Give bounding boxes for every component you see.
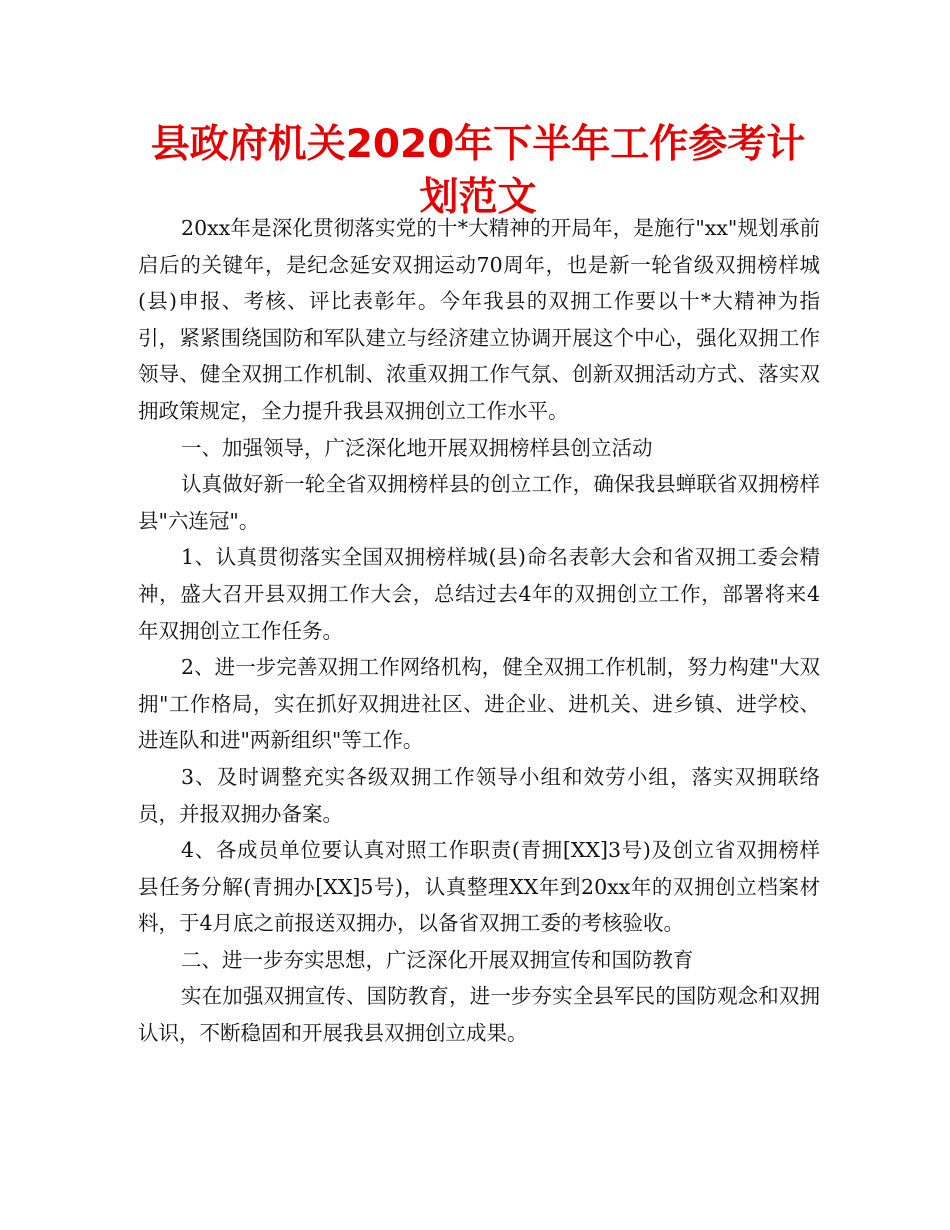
paragraph-section-1-intro: 认真做好新一轮全省双拥榜样县的创立工作，确保我县蝉联省双拥榜样县"六连冠"。 (138, 472, 820, 533)
section-heading-1: 一、加强领导，广泛深化地开展双拥榜样县创立活动 (181, 435, 653, 460)
list-item-4: 4、各成员单位要认真对照工作职责(青拥[XX]3号)及创立省双拥榜样县任务分解(青拥办[XX]5号)，认真整理XX年到20xx年的双拥创立档案材料，于4月底之前报送双拥办，以备省双拥工委的考核验收。 (138, 838, 820, 936)
list-item-3: 3、及时调整充实各级双拥工作领导小组和效劳小组，落实双拥联络员，并报双拥办备案。 (138, 764, 820, 826)
list-item-1: 1、认真贯彻落实全国双拥榜样城(县)命名表彰大会和省双拥工委会精神，盛大召开县双拥工作大会，总结过去4年的双拥创立工作，部署将来4年双拥创立工作任务。 (138, 545, 820, 643)
document-title: 县政府机关2020年下半年工作参考计划范文 (150, 122, 806, 220)
list-item-2: 2、进一步完善双拥工作网络机构，健全双拥工作机制，努力构建"大双拥"工作格局，实在抓好双拥进社区、进企业、进机关、进乡镇、进学校、进连队和进"两新组织"等工作。 (138, 655, 820, 753)
document-body (138, 210, 820, 1052)
section-heading-2: 二、进一步夯实思想，广泛深化开展双拥宣传和国防教育 (181, 947, 694, 972)
paragraph-section-2-intro: 实在加强双拥宣传、国防教育，进一步夯实全县军民的国防观念和双拥认识，不断稳固和开展我县双拥创立成果。 (138, 984, 820, 1046)
paragraph-intro: 20xx年是深化贯彻落实党的十*大精神的开局年，是施行"xx"规划承前启后的关键年，是纪念延安双拥运动70周年，也是新一轮省级双拥榜样城(县)申报、考核、评比表彰年。今年我县的双拥工作要以十*大精神为指引，紧紧围绕国防和军队建立与经济建立协调开展这个中心，强化双拥工作领导、健全双拥工作机制、浓重双拥工作气氛、创新双拥活动方式、落实双拥政策规定，全力提升我县双拥创立工作水平。 (138, 216, 820, 423)
